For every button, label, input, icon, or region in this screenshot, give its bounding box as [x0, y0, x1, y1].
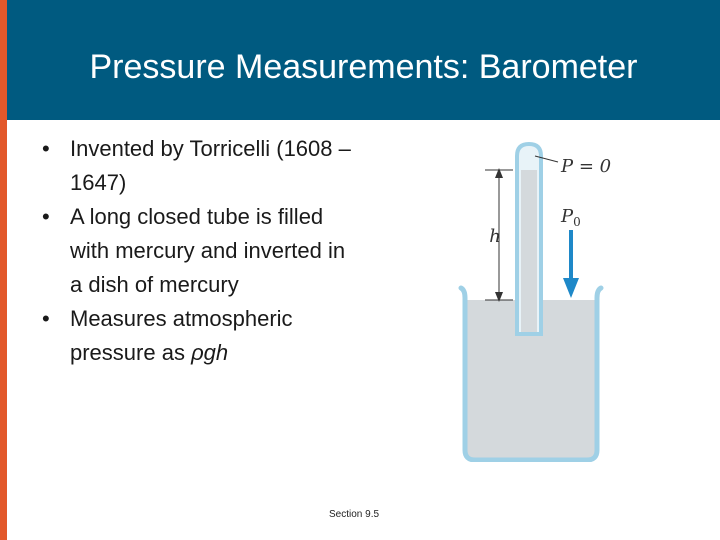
bullet-text: Measures atmospheric pressure as — [70, 306, 293, 365]
barometer-diagram — [455, 132, 675, 462]
title-bar — [7, 0, 720, 120]
bullet-emphasis: ρgh — [191, 340, 229, 365]
slide-title: Pressure Measurements: Barometer — [89, 48, 638, 86]
bullet-dot: • — [42, 136, 50, 161]
bullet-item — [42, 302, 362, 370]
vacuum-pressure-label: P = 0 — [561, 156, 612, 177]
section-footer: Section 9.5 — [329, 509, 380, 520]
bullet-item — [42, 200, 362, 302]
accent-bar — [0, 0, 7, 540]
height-label: h — [489, 226, 501, 247]
bullet-dot: • — [42, 306, 50, 331]
pressure-arrow-head — [563, 278, 579, 298]
tube-mercury — [521, 170, 537, 332]
bullet-item — [42, 132, 362, 200]
bullet-text: Invented by Torricelli (1608 – 1647) — [70, 136, 351, 195]
atmospheric-pressure-label: $P_0$ — [561, 206, 581, 229]
bullet-dot: • — [42, 204, 50, 229]
bullet-text: A long closed tube is filled with mercury and inverted in a dish of mercury — [70, 204, 346, 297]
bullet-list — [42, 132, 362, 370]
